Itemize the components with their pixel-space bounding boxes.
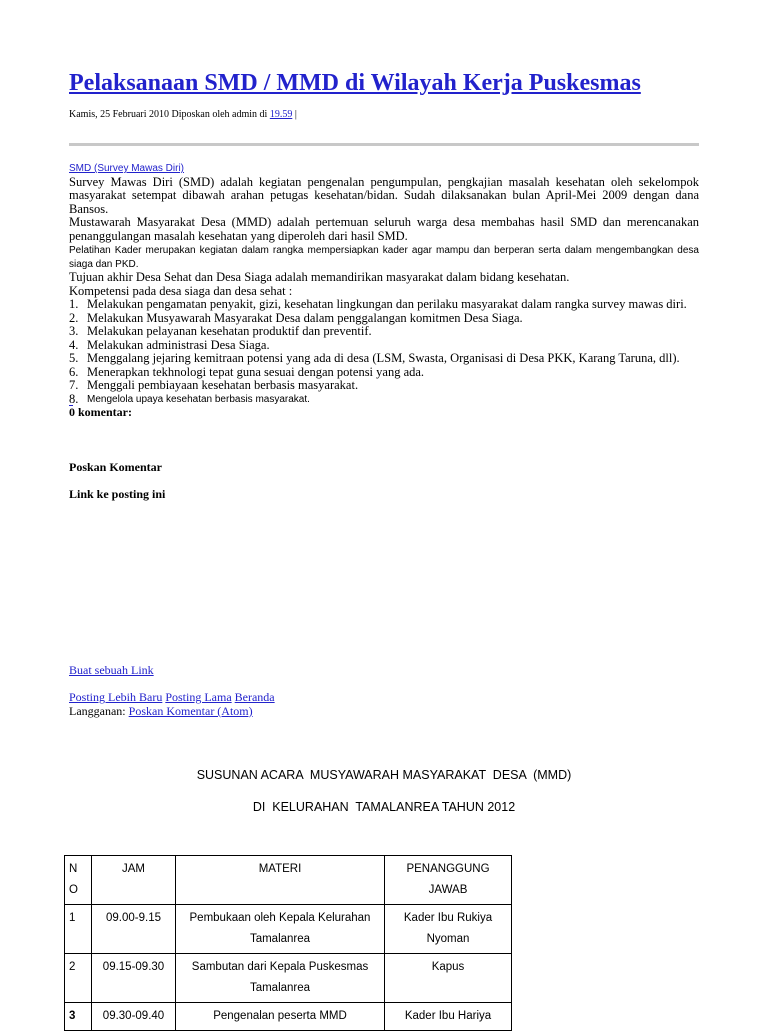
older-post-link[interactable]: Posting Lama bbox=[165, 690, 232, 704]
post-meta-separator: | bbox=[292, 109, 297, 120]
divider bbox=[69, 143, 699, 146]
newer-post-link[interactable]: Posting Lebih Baru bbox=[69, 690, 163, 704]
list-item: 5. Menggalang jejaring kemitraan potensi yang ada di desa (LSM, Swasta, Organisasi di Desa PKK, Karang Taruna, dll). bbox=[69, 351, 680, 365]
post-comment-heading: Poskan Komentar bbox=[69, 460, 162, 474]
competency-list bbox=[69, 298, 699, 406]
paragraph-mmd: Mustawarah Masyarakat Desa (MMD) adalah pertemuan seluruh warga desa membahas hasil SMD dan merencanakan penanggulangan masalah kesehatan yang diperoleh dari hasil SMD. bbox=[69, 215, 699, 243]
post-link-heading: Link ke posting ini bbox=[69, 487, 166, 501]
create-link[interactable]: Buat sebuah Link bbox=[69, 663, 154, 677]
post-title[interactable]: Pelaksanaan SMD / MMD di Wilayah Kerja Puskesmas bbox=[69, 70, 641, 96]
list-item: 3. Melakukan pelayanan kesehatan produktif dan preventif. bbox=[69, 324, 372, 338]
post-time-link[interactable]: 19.59 bbox=[269, 109, 293, 120]
list-item: 1. Melakukan pengamatan penyakit, gizi, kesehatan lingkungan dan perilaku masyarakat dalam rangka survey mawas diri. bbox=[69, 297, 687, 311]
table-header-row bbox=[65, 856, 512, 905]
list-item: 8. Mengelola upaya kesehatan berbasis masyarakat. bbox=[69, 391, 310, 406]
list-item: 6. Menerapkan tekhnologi tepat guna sesuai dengan potensi yang ada. bbox=[69, 364, 425, 379]
smd-link[interactable]: SMD (Survey Mawas Diri) bbox=[69, 163, 185, 174]
col-materi: MATERI bbox=[176, 856, 385, 905]
post-body bbox=[69, 161, 699, 406]
paragraph-tujuan: Tujuan akhir Desa Sehat dan Desa Siaga adalah memandirikan masyarakat dalam bidang kesehatan. bbox=[69, 270, 570, 284]
col-penanggung-jawab: PENANGGUNG JAWAB bbox=[385, 856, 512, 905]
list-item: 2. Melakukan Musyawarah Masyarakat Desa dalam penggalangan komitmen Desa Siaga. bbox=[69, 310, 523, 325]
subscribe-label: Langganan: bbox=[69, 704, 129, 718]
post-meta bbox=[69, 109, 297, 120]
home-link[interactable]: Beranda bbox=[234, 690, 275, 704]
blog-pager bbox=[69, 690, 275, 705]
post-date-author: Kamis, 25 Februari 2010 Diposkan oleh admin di bbox=[69, 109, 270, 120]
col-no: N O bbox=[65, 856, 92, 905]
agenda-table bbox=[64, 855, 512, 1031]
atom-feed-link[interactable]: Poskan Komentar (Atom) bbox=[128, 704, 253, 718]
list-item: 4. Melakukan administrasi Desa Siaga. bbox=[69, 337, 270, 352]
table-row: 1 09.00-9.15 Pembukaan oleh Kepala Kelurahan Tamalanrea Kader Ibu Rukiya Nyoman bbox=[65, 905, 512, 954]
table-row: 2 09.15-09.30 Sambutan dari Kepala Puskesmas Tamalanrea Kapus bbox=[65, 954, 512, 1003]
paragraph-kompetensi: Kompetensi pada desa siaga dan desa sehat : bbox=[69, 283, 293, 298]
table-row: 3 09.30-09.40 Pengenalan peserta MMD Kader Ibu Hariya bbox=[65, 1003, 512, 1031]
feed-links bbox=[69, 704, 253, 719]
paragraph-pelatihan: Pelatihan Kader merupakan kegiatan dalam rangka mempersiapkan kader agar mampu dan berperan serta dalam mengembangkan desa siaga dan PKD. bbox=[69, 245, 699, 270]
paragraph-smd: Survey Mawas Diri (SMD) adalah kegiatan pengenalan pengumpulan, pengkajian masalah kesehatan oleh sekelompok masyarakat setempat dibawah arahan petugas kesehatan/bidan. Sudah dilaksanakan bulan April-Mei 2009 dengan dana Bansos. bbox=[69, 174, 699, 216]
col-jam: JAM bbox=[92, 856, 176, 905]
agenda-subheading: DI KELURAHAN TAMALANREA TAHUN 2012 bbox=[252, 800, 516, 814]
comment-count: 0 komentar: bbox=[69, 405, 132, 419]
agenda-heading: SUSUNAN ACARA MUSYAWARAH MASYARAKAT DESA (MMD) bbox=[196, 768, 572, 782]
list-item: 7. Menggali pembiayaan kesehatan berbasis masyarakat. bbox=[69, 378, 359, 392]
